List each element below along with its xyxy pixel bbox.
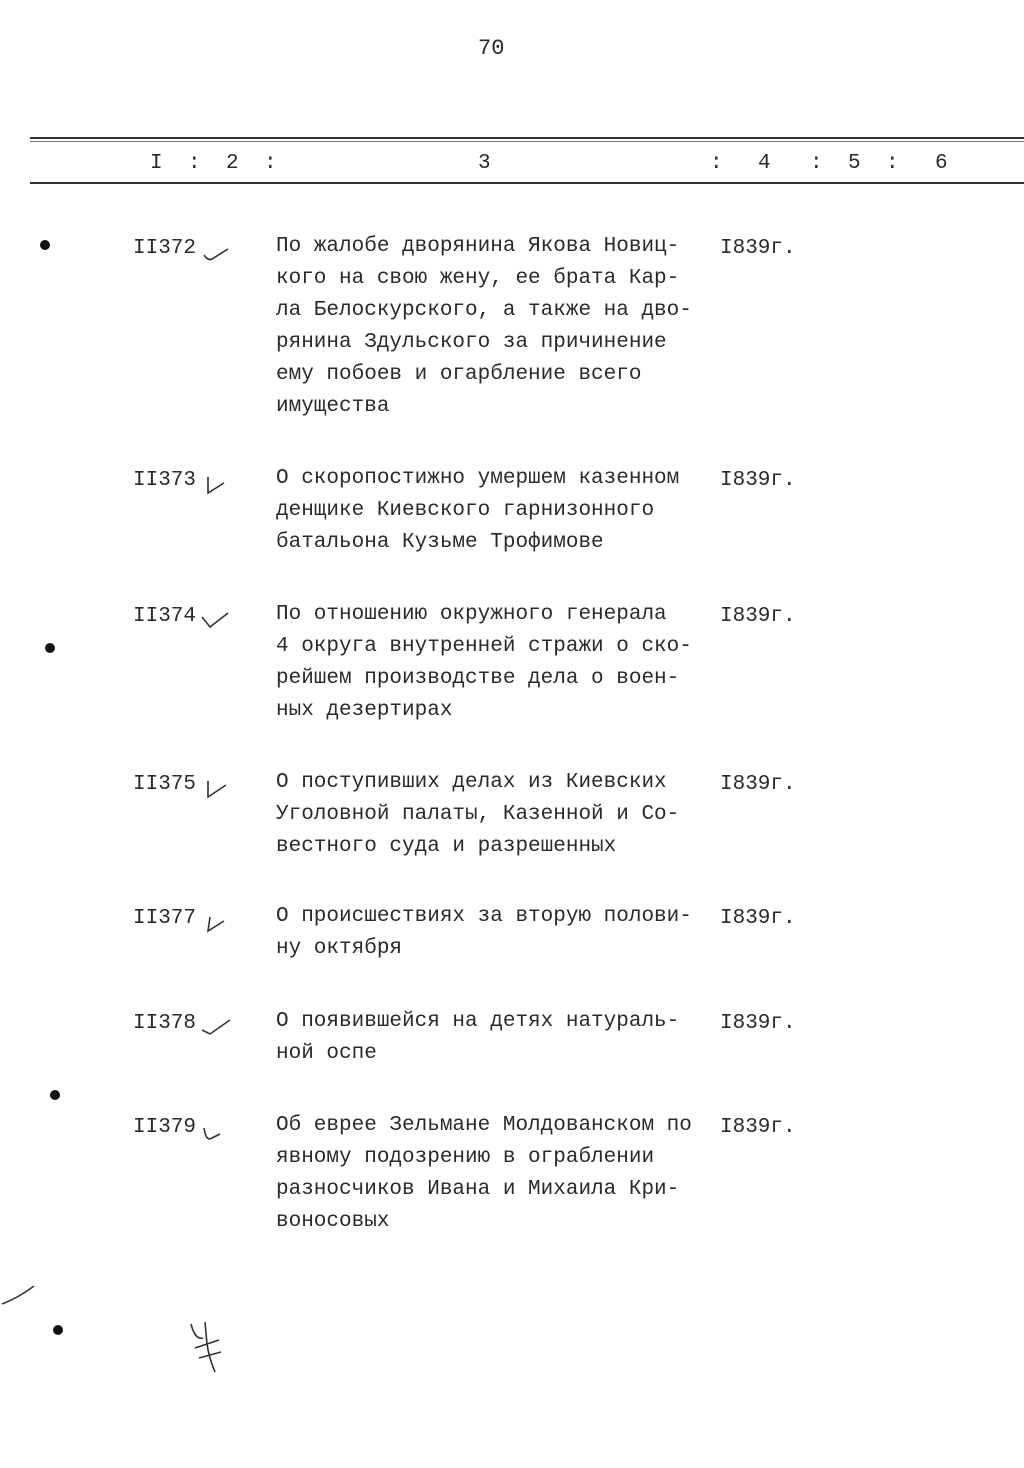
description-line: О поступивших делах из Киевских xyxy=(276,771,667,794)
table-top-rule-thin xyxy=(30,141,1024,142)
description-line: ной оспе xyxy=(276,1042,377,1065)
description-line: разносчиков Ивана и Михаила Кри- xyxy=(276,1178,680,1201)
column-separator: : xyxy=(710,152,723,175)
description-line: ну октября xyxy=(276,937,403,960)
table-header-rule xyxy=(30,182,1024,184)
checkmark-icon xyxy=(200,1120,234,1146)
case-number: II374 xyxy=(133,605,197,628)
column-separator: : xyxy=(886,152,899,175)
punch-hole-icon xyxy=(40,240,50,250)
description-line: По отношению окружного генерала xyxy=(276,603,667,626)
description-line: кого на свою жену, ее брата Кар- xyxy=(276,267,680,290)
description-line: рянина Здульского за причинение xyxy=(276,331,667,354)
column-header-I: I xyxy=(150,152,163,175)
case-description xyxy=(276,599,692,727)
description-line: денщике Киевского гарнизонного xyxy=(276,499,655,522)
column-separator: : xyxy=(188,152,201,175)
punch-hole-icon xyxy=(53,1325,63,1335)
column-header-6: 6 xyxy=(935,152,948,175)
description-line: вестного суда и разрешенных xyxy=(276,835,617,858)
description-line: ла Белоскурского, а также на дво- xyxy=(276,299,692,322)
description-line: имущества xyxy=(276,395,390,418)
page-number: 70 xyxy=(478,36,505,61)
column-header-4: 4 xyxy=(758,152,771,175)
description-line: воносовых xyxy=(276,1210,390,1233)
case-year: I839г. xyxy=(720,237,796,260)
case-number: II379 xyxy=(133,1116,197,1139)
column-separator: : xyxy=(810,152,823,175)
checkmark-icon xyxy=(200,473,234,499)
case-description xyxy=(276,901,692,965)
checkmark-icon xyxy=(200,911,234,937)
checkmark-icon xyxy=(200,1016,234,1042)
punch-hole-icon xyxy=(45,643,55,653)
column-header-2: 2 xyxy=(226,152,239,175)
checkmark-icon xyxy=(200,609,234,635)
handwritten-mark-icon xyxy=(185,1318,230,1378)
description-line: 4 округа внутренней стражи о ско- xyxy=(276,635,692,658)
case-year: I839г. xyxy=(720,773,796,796)
column-header-5: 5 xyxy=(848,152,861,175)
case-year: I839г. xyxy=(720,469,796,492)
description-line: ему побоев и огарбление всего xyxy=(276,363,642,386)
description-line: О скоропостижно умершем казенном xyxy=(276,467,680,490)
table-top-rule xyxy=(30,137,1024,139)
case-number: II377 xyxy=(133,907,197,930)
checkmark-icon xyxy=(200,241,234,267)
case-number: II375 xyxy=(133,773,197,796)
description-line: Об еврее Зельмане Молдованском по xyxy=(276,1114,692,1137)
case-description xyxy=(276,463,679,559)
description-line: явному подозрению в ограблении xyxy=(276,1146,655,1169)
case-description xyxy=(276,231,692,423)
description-line: ных дезертирах xyxy=(276,699,453,722)
case-year: I839г. xyxy=(720,605,796,628)
checkmark-icon xyxy=(200,777,234,803)
case-year: I839г. xyxy=(720,907,796,930)
description-line: О появившейся на детях натураль- xyxy=(276,1010,680,1033)
column-header-3: 3 xyxy=(478,152,491,175)
case-description xyxy=(276,1006,679,1070)
punch-hole-icon xyxy=(50,1090,60,1100)
description-line: батальона Кузьме Трофимове xyxy=(276,531,604,554)
case-description xyxy=(276,767,679,863)
case-year: I839г. xyxy=(720,1116,796,1139)
case-description xyxy=(276,1110,692,1238)
description-line: Уголовной палаты, Казенной и Со- xyxy=(276,803,680,826)
description-line: О происшествиях за вторую полови- xyxy=(276,905,692,928)
description-line: рейшем производстве дела о воен- xyxy=(276,667,680,690)
case-year: I839г. xyxy=(720,1012,796,1035)
margin-pen-stroke-icon xyxy=(0,1280,40,1310)
description-line: По жалобе дворянина Якова Новиц- xyxy=(276,235,680,258)
column-separator: : xyxy=(264,152,277,175)
case-number: II372 xyxy=(133,237,197,260)
case-number: II373 xyxy=(133,469,197,492)
case-number: II378 xyxy=(133,1012,197,1035)
